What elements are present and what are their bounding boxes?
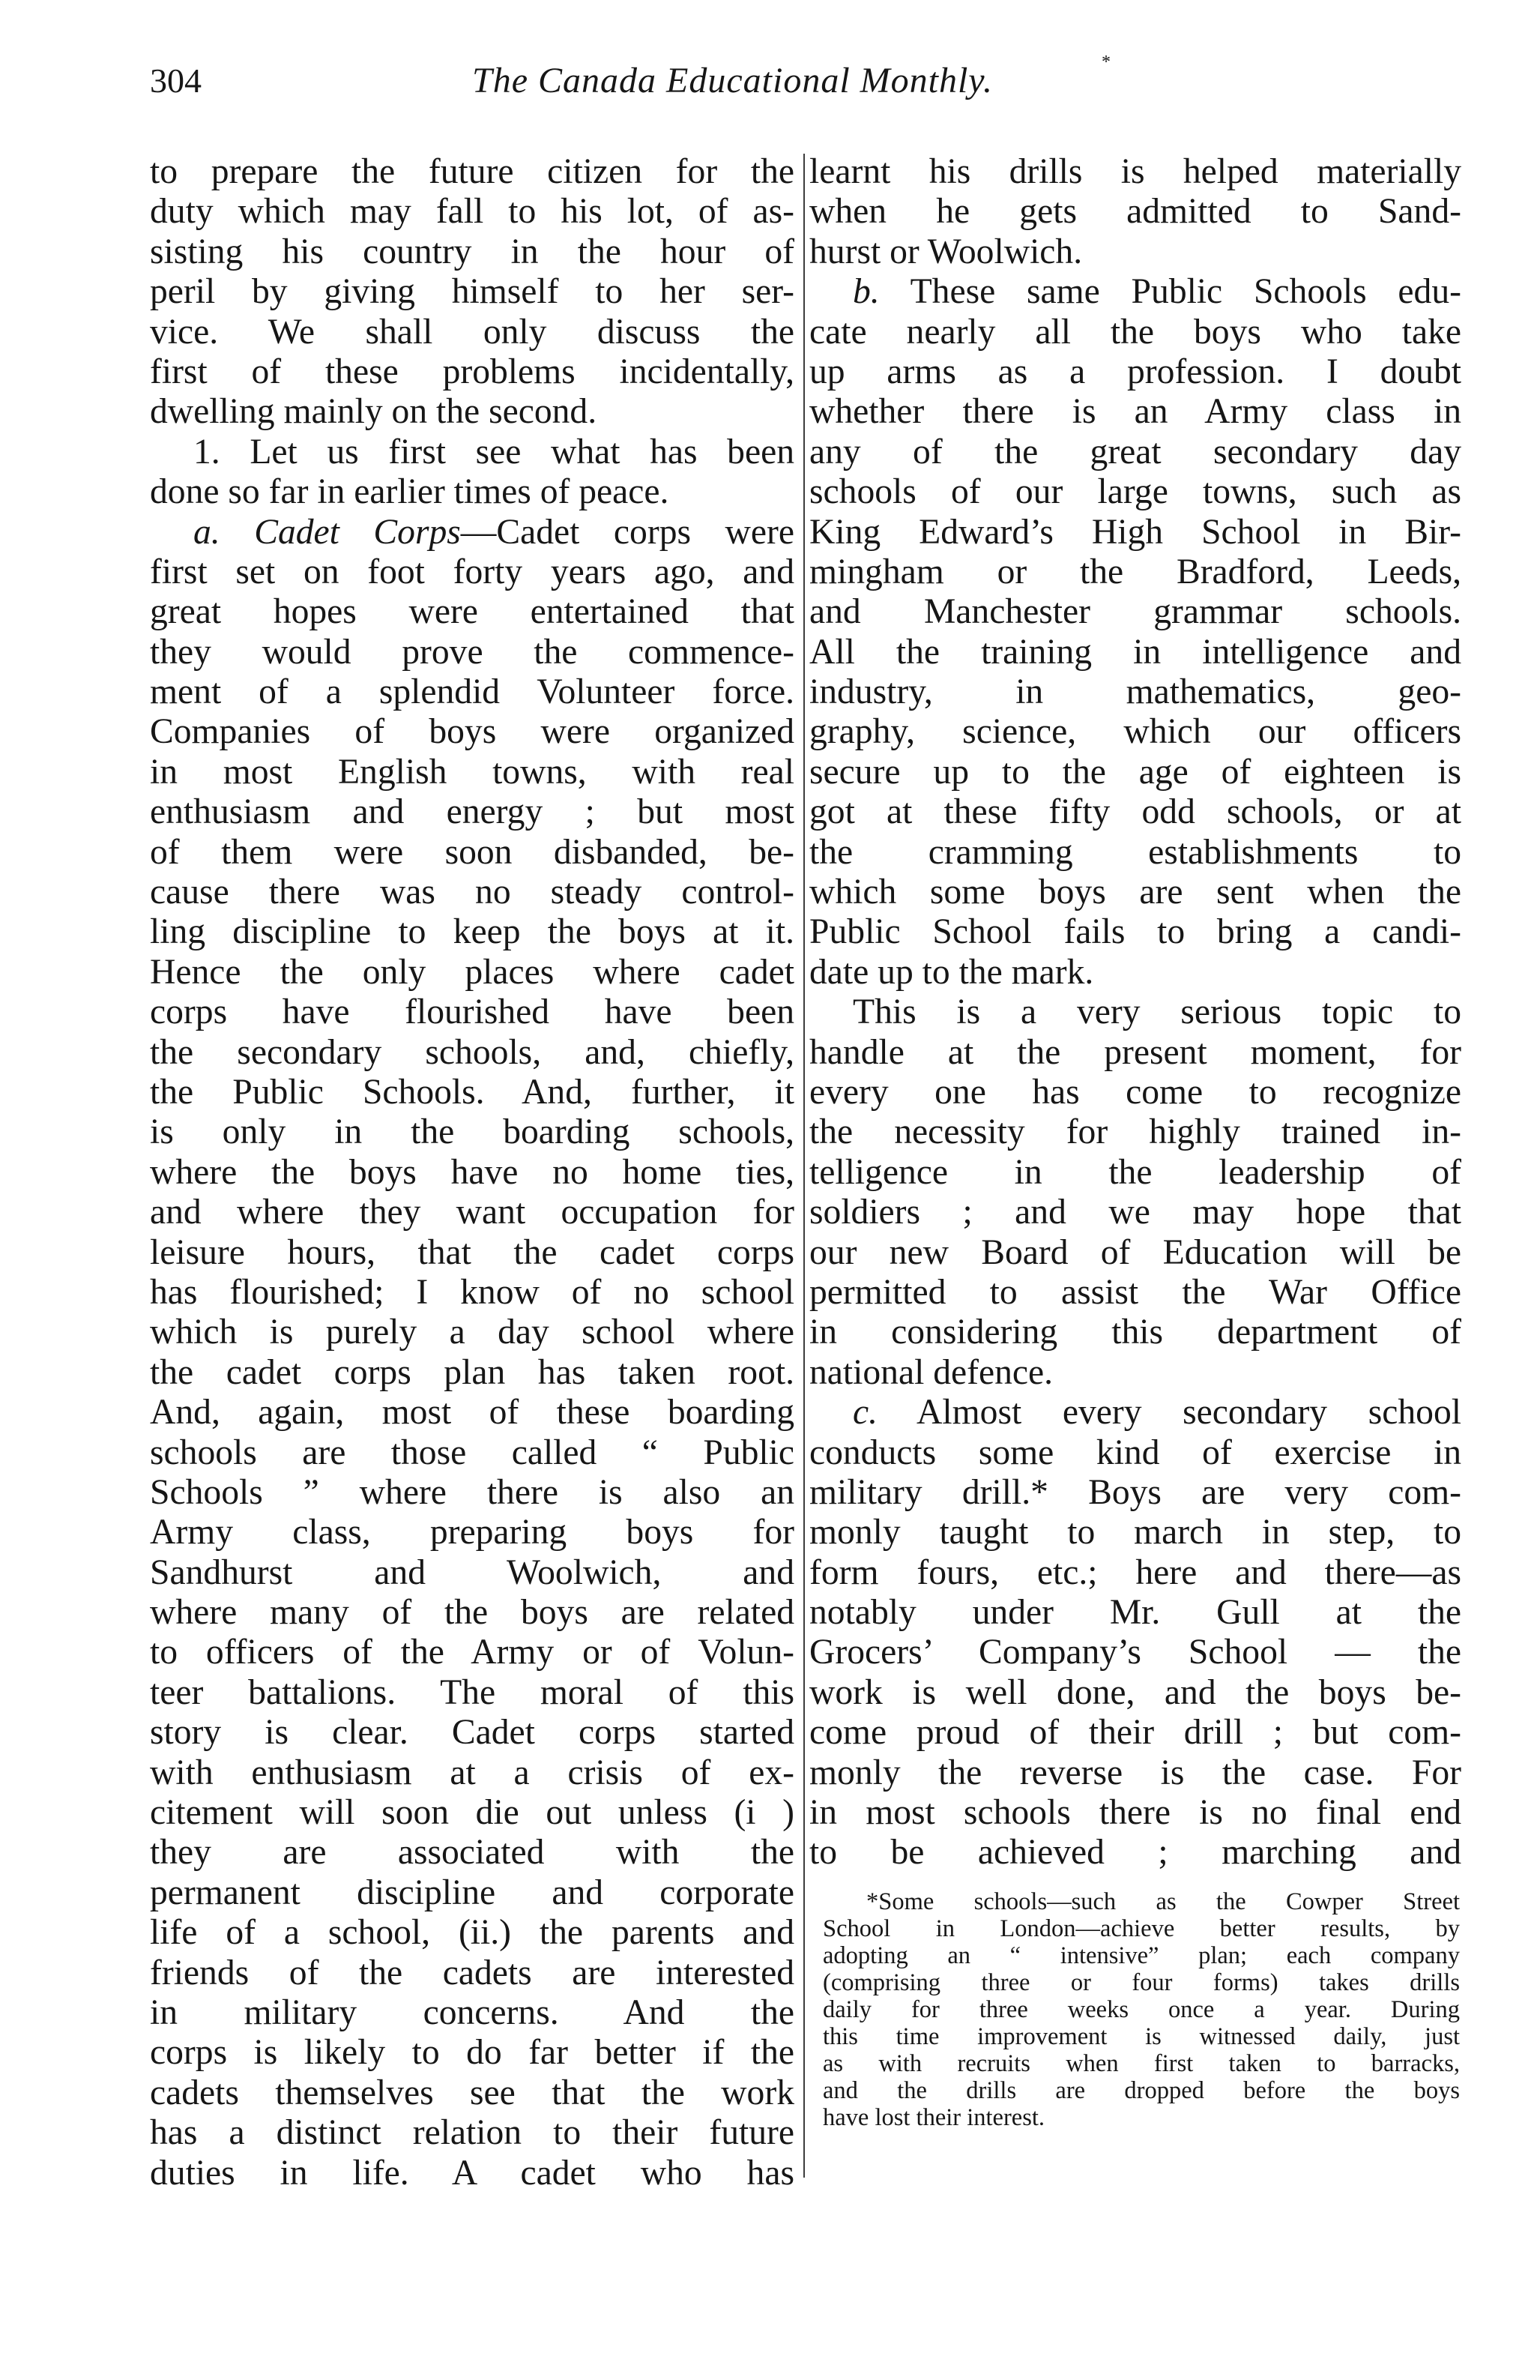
line-text: the necessity for highly trained in- — [809, 1112, 1461, 1152]
line-text: up arms as a profession. I doubt — [809, 352, 1461, 391]
line-text: These same Public Schools edu- — [879, 272, 1461, 312]
line-text: ling discipline to keep the boys at it. — [150, 912, 794, 952]
line-text: peril by giving himself to her ser- — [150, 272, 794, 312]
line-text: in most schools there is no final end — [809, 1793, 1461, 1833]
line-text: corps have flourished have been — [150, 992, 794, 1032]
left-text-column — [150, 152, 794, 2193]
line-text: whether there is an Army class in — [809, 392, 1461, 432]
text-line — [150, 1873, 794, 1913]
text-line — [150, 1633, 794, 1672]
text-line — [150, 1193, 794, 1232]
line-text: telligence in the leadership of — [809, 1152, 1461, 1192]
line-text: mingham or the Bradford, Leeds, — [809, 552, 1461, 591]
line-text: the secondary schools, and, chiefly, — [150, 1032, 794, 1072]
text-line — [150, 392, 794, 432]
line-text: dwelling mainly on the second. — [150, 392, 597, 432]
text-line — [150, 753, 794, 792]
line-text: to prepare the future citizen for the — [150, 152, 794, 191]
text-line — [809, 1393, 1461, 1432]
text-line — [150, 1033, 794, 1073]
text-line — [809, 1153, 1461, 1193]
text-line — [150, 1713, 794, 1753]
line-text: This is a very serious topic to — [853, 992, 1461, 1032]
text-line — [150, 712, 794, 752]
footnote-line — [823, 1969, 1460, 1996]
line-text: —Cadet corps were — [460, 512, 794, 552]
text-line — [809, 552, 1461, 592]
text-line — [150, 1793, 794, 1833]
line-text: adopting an “ intensive” plan; each company — [823, 1942, 1460, 1969]
line-text: Schools ” where there is also an — [150, 1472, 794, 1512]
line-text: the cramming establishments to — [809, 832, 1461, 872]
line-text: work is well done, and the boys be- — [809, 1672, 1461, 1712]
italic-text: a. Cadet Corps — [193, 512, 461, 552]
text-line — [150, 1833, 794, 1873]
footnote-line — [823, 1942, 1460, 1969]
line-text: duties in life. A cadet who has — [150, 2153, 794, 2193]
text-line — [150, 1673, 794, 1713]
line-text: citement will soon die out unless (i ) — [150, 1793, 794, 1833]
footnote-line — [823, 2104, 1460, 2131]
line-text: when he gets admitted to Sand- — [809, 192, 1461, 232]
text-line — [150, 433, 794, 472]
text-line — [150, 1953, 794, 1993]
text-line — [809, 1112, 1461, 1152]
line-text: has flourished; I know of no school — [150, 1272, 794, 1312]
line-text: first set on foot forty years ago, and — [150, 552, 794, 591]
text-line — [809, 792, 1461, 832]
line-text: they are associated with the — [150, 1833, 794, 1873]
line-text: where the boys have no home ties, — [150, 1152, 794, 1192]
text-line — [809, 472, 1461, 512]
text-line — [809, 712, 1461, 752]
footnote-line — [823, 1996, 1460, 2023]
footnote — [823, 1888, 1460, 2131]
text-line — [809, 392, 1461, 432]
text-line — [150, 1993, 794, 2033]
line-text: great hopes were entertained that — [150, 592, 794, 632]
text-line — [150, 1233, 794, 1273]
text-line — [150, 192, 794, 232]
line-text: graphy, science, which our officers — [809, 712, 1461, 752]
line-text: School in London—achieve better results, by — [823, 1915, 1460, 1942]
line-text: monly taught to march in step, to — [809, 1513, 1461, 1552]
line-text: sisting his country in the hour of — [150, 232, 794, 271]
line-text: every one has come to recognize — [809, 1072, 1461, 1112]
line-text: schools of our large towns, such as — [809, 472, 1461, 512]
column-divider — [803, 154, 805, 2178]
line-text: permanent discipline and corporate — [150, 1873, 794, 1912]
right-text-column — [809, 152, 1461, 1873]
text-line — [809, 272, 1461, 312]
text-line — [150, 1753, 794, 1793]
line-text: and where they want occupation for — [150, 1193, 794, 1232]
text-line — [809, 192, 1461, 232]
line-text: (comprising three or four forms) takes drills — [823, 1969, 1460, 1996]
text-line — [809, 953, 1461, 992]
line-text: done so far in earlier times of peace. — [150, 472, 669, 512]
footnote-line — [823, 1888, 1460, 1915]
text-line — [809, 1833, 1461, 1873]
line-text: 1. Let us first see what has been — [193, 432, 794, 472]
text-line — [809, 992, 1461, 1032]
text-line — [150, 313, 794, 352]
line-text: vice. We shall only discuss the — [150, 312, 794, 352]
line-text: industry, in mathematics, geo- — [809, 672, 1461, 712]
line-text: form fours, etc.; here and there—as — [809, 1552, 1461, 1592]
text-line — [809, 592, 1461, 632]
text-line — [150, 2113, 794, 2153]
text-line — [150, 1313, 794, 1352]
line-text: notably under Mr. Gull at the — [809, 1593, 1461, 1633]
line-text: and the drills are dropped before the boys — [823, 2077, 1460, 2104]
text-line — [809, 1353, 1461, 1393]
text-line — [809, 1193, 1461, 1232]
line-text: with enthusiasm at a crisis of ex- — [150, 1753, 794, 1792]
text-line — [809, 1433, 1461, 1473]
text-line — [809, 1633, 1461, 1672]
text-line — [150, 672, 794, 712]
line-text: our new Board of Education will be — [809, 1232, 1461, 1272]
text-line — [150, 2073, 794, 2113]
line-text: monly the reverse is the case. For — [809, 1753, 1461, 1792]
line-text: corps is likely to do far better if the — [150, 2033, 794, 2073]
text-line — [150, 792, 794, 832]
line-text: handle at the present moment, for — [809, 1032, 1461, 1072]
text-line — [150, 633, 794, 672]
text-line — [809, 1793, 1461, 1833]
line-text: the cadet corps plan has taken root. — [150, 1352, 794, 1392]
text-line — [150, 1473, 794, 1513]
text-line — [150, 1553, 794, 1593]
page-number: 304 — [150, 61, 202, 100]
text-line — [150, 513, 794, 552]
line-text: schools are those called “ Public — [150, 1432, 794, 1472]
line-text: as with recruits when first taken to barracks, — [823, 2050, 1460, 2077]
text-line — [809, 352, 1461, 392]
line-text: have lost their interest. — [823, 2104, 1045, 2131]
line-text: which some boys are sent when the — [809, 873, 1461, 912]
text-line — [809, 513, 1461, 552]
line-text: national defence. — [809, 1352, 1054, 1392]
text-line — [809, 1233, 1461, 1273]
text-line — [809, 1673, 1461, 1713]
text-line — [150, 1513, 794, 1552]
text-line — [809, 912, 1461, 952]
line-text: hurst or Woolwich. — [809, 232, 1083, 271]
line-text: in considering this department of — [809, 1313, 1461, 1352]
text-line — [809, 1473, 1461, 1513]
text-line — [150, 1112, 794, 1152]
line-text: cate nearly all the boys who take — [809, 312, 1461, 352]
text-line — [150, 232, 794, 272]
line-text: King Edward’s High School in Bir- — [809, 512, 1461, 552]
line-text: story is clear. Cadet corps started — [150, 1713, 794, 1753]
text-line — [809, 672, 1461, 712]
text-line — [150, 552, 794, 592]
text-line — [150, 1353, 794, 1393]
footnote-line — [823, 2050, 1460, 2077]
footnote-line — [823, 1915, 1460, 1942]
text-line — [150, 1393, 794, 1432]
line-text: is only in the boarding schools, — [150, 1112, 794, 1152]
line-text: And, again, most of these boarding — [150, 1393, 794, 1432]
line-text: learnt his drills is helped materially — [809, 152, 1461, 191]
line-text: Grocers’ Company’s School — the — [809, 1633, 1461, 1672]
line-text: Public School fails to bring a candi- — [809, 912, 1461, 952]
line-text: friends of the cadets are interested — [150, 1953, 794, 1992]
text-line — [150, 1593, 794, 1633]
text-line — [809, 753, 1461, 792]
text-line — [809, 1033, 1461, 1073]
text-line — [150, 472, 794, 512]
text-line — [809, 313, 1461, 352]
text-line — [150, 352, 794, 392]
line-text: soldiers ; and we may hope that — [809, 1193, 1461, 1232]
text-line — [809, 433, 1461, 472]
text-line — [150, 1153, 794, 1193]
line-text: the Public Schools. And, further, it — [150, 1072, 794, 1112]
line-text: to officers of the Army or of Volun- — [150, 1633, 794, 1672]
text-line — [150, 992, 794, 1032]
line-text: ment of a splendid Volunteer force. — [150, 672, 794, 712]
line-text: military drill.* Boys are very com- — [809, 1472, 1461, 1512]
text-line — [809, 1553, 1461, 1593]
page-header — [150, 52, 1473, 126]
text-line — [150, 2154, 794, 2193]
text-line — [809, 1593, 1461, 1633]
line-text: Hence the only places where cadet — [150, 952, 794, 992]
text-line — [809, 633, 1461, 672]
running-title: The Canada Educational Monthly. — [472, 61, 993, 100]
line-text: any of the great secondary day — [809, 432, 1461, 472]
text-line — [150, 152, 794, 192]
text-line — [150, 1273, 794, 1313]
italic-text: c. — [853, 1393, 878, 1432]
text-line — [150, 1433, 794, 1473]
text-line — [150, 2033, 794, 2073]
line-text: and Manchester grammar schools. — [809, 592, 1461, 632]
text-line — [809, 1073, 1461, 1112]
line-text: secure up to the age of eighteen is — [809, 752, 1461, 792]
line-text: where many of the boys are related — [150, 1593, 794, 1633]
text-line — [150, 1073, 794, 1112]
text-line — [150, 1913, 794, 1953]
text-line — [809, 1753, 1461, 1793]
line-text: of them were soon disbanded, be- — [150, 832, 794, 872]
line-text: permitted to assist the War Office — [809, 1272, 1461, 1312]
line-text: to be achieved ; marching and — [809, 1833, 1461, 1873]
line-text: they would prove the commence- — [150, 632, 794, 672]
line-text: Army class, preparing boys for — [150, 1513, 794, 1552]
line-text: this time improvement is witnessed daily, just — [823, 2023, 1460, 2050]
line-text: come proud of their drill ; but com- — [809, 1713, 1461, 1753]
text-line — [809, 873, 1461, 912]
line-text: teer battalions. The moral of this — [150, 1672, 794, 1712]
italic-text: b. — [853, 272, 880, 312]
line-text: first of these problems incidentally, — [150, 352, 794, 391]
text-line — [809, 1273, 1461, 1313]
text-line — [809, 833, 1461, 873]
line-text: in military concerns. And the — [150, 1992, 794, 2032]
text-line — [809, 1513, 1461, 1552]
line-text: got at these fifty odd schools, or at — [809, 792, 1461, 832]
line-text: has a distinct relation to their future — [150, 2113, 794, 2153]
footnote-line — [823, 2023, 1460, 2050]
line-text: cadets themselves see that the work — [150, 2073, 794, 2112]
text-line — [150, 272, 794, 312]
line-text: date up to the mark. — [809, 952, 1094, 992]
footnote-line — [823, 2077, 1460, 2104]
line-text: cause there was no steady control- — [150, 873, 794, 912]
line-text: leisure hours, that the cadet corps — [150, 1232, 794, 1272]
line-text: duty which may fall to his lot, of as- — [150, 192, 794, 232]
text-line — [809, 152, 1461, 192]
text-line — [150, 833, 794, 873]
line-text: conducts some kind of exercise in — [809, 1432, 1461, 1472]
line-text: enthusiasm and energy ; but most — [150, 792, 794, 832]
text-line — [150, 873, 794, 912]
text-line — [150, 953, 794, 992]
header-mark: * — [1102, 52, 1111, 72]
line-text: life of a school, (ii.) the parents and — [150, 1913, 794, 1953]
line-text: in most English towns, with real — [150, 752, 794, 792]
line-text: daily for three weeks once a year. During — [823, 1996, 1460, 2023]
text-line — [150, 592, 794, 632]
text-line — [809, 1313, 1461, 1352]
text-line — [809, 232, 1461, 272]
text-line — [150, 912, 794, 952]
line-text: which is purely a day school where — [150, 1313, 794, 1352]
line-text: Almost every secondary school — [878, 1393, 1461, 1432]
line-text: Companies of boys were organized — [150, 712, 794, 752]
line-text: *Some schools—such as the Cowper Street — [866, 1888, 1460, 1915]
line-text: All the training in intelligence and — [809, 632, 1461, 672]
line-text: Sandhurst and Woolwich, and — [150, 1552, 794, 1592]
text-line — [809, 1713, 1461, 1753]
